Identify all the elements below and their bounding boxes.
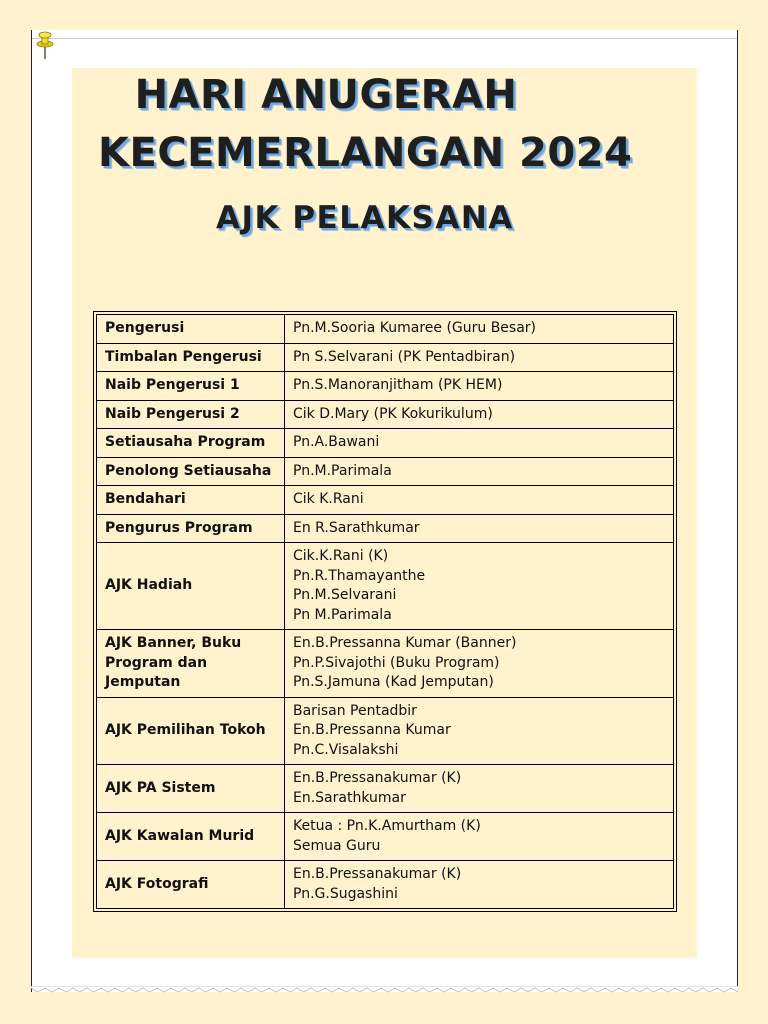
- member-name: Cik D.Mary (PK Kokurikulum): [293, 405, 493, 422]
- members-cell: [285, 372, 674, 401]
- title-line-1: HARI ANUGERAH: [134, 72, 518, 118]
- members-cell: [285, 429, 674, 458]
- role-cell: AJK Pemilihan Tokoh: [97, 697, 285, 765]
- subtitle: AJK PELAKSANA: [216, 200, 514, 236]
- table-row: [97, 697, 674, 765]
- members-cell: [285, 697, 674, 765]
- members-cell: [285, 486, 674, 515]
- role-cell: Pengerusi: [97, 315, 285, 344]
- table-row: [97, 315, 674, 344]
- table-row: [97, 514, 674, 543]
- table-row: [97, 372, 674, 401]
- member-name: Pn.M.Sooria Kumaree (Guru Besar): [293, 320, 537, 336]
- members-cell: [285, 813, 674, 861]
- member-name: En R.Sarathkumar: [293, 519, 420, 536]
- role-cell: Naib Pengerusi 1: [97, 372, 285, 401]
- member-name: Pn.A.Bawani: [293, 434, 380, 450]
- pushpin-icon: [34, 30, 56, 60]
- table-row: [97, 813, 674, 861]
- member-name: Cik.K.Rani (K): [293, 548, 389, 564]
- role-cell: Pengurus Program: [97, 514, 285, 543]
- role-cell: Setiausaha Program: [97, 429, 285, 458]
- member-name: Pn.S.Jamuna (Kad Jemputan): [293, 674, 494, 690]
- role-cell: AJK PA Sistem: [97, 765, 285, 813]
- member-name: Pn.G.Sugashini: [293, 885, 398, 902]
- member-name: Semua Guru: [293, 837, 381, 854]
- title-line-2: KECEMERLANGAN 2024: [98, 130, 633, 176]
- member-name: Pn M.Parimala: [293, 606, 392, 623]
- table-row: [97, 861, 674, 909]
- table-row: [97, 343, 674, 372]
- member-name: Ketua : Pn.K.Amurtham (K): [293, 818, 481, 834]
- role-cell: AJK Fotografi: [97, 861, 285, 909]
- member-name: Cik K.Rani: [293, 491, 364, 507]
- table-row: [97, 429, 674, 458]
- table-row: [97, 400, 674, 429]
- member-name: En.B.Pressanna Kumar: [293, 722, 451, 738]
- member-name: Pn.R.Thamayanthe: [293, 567, 426, 584]
- role-cell: AJK Kawalan Murid: [97, 813, 285, 861]
- committee-table-frame: [93, 311, 677, 912]
- members-cell: [285, 543, 674, 630]
- members-cell: [285, 457, 674, 486]
- torn-paper-edge: [31, 986, 738, 998]
- members-cell: [285, 315, 674, 344]
- member-name: Pn.M.Parimala: [293, 462, 392, 479]
- member-name: En.Sarathkumar: [293, 789, 406, 806]
- member-name: Pn S.Selvarani (PK Pentadbiran): [293, 348, 516, 365]
- members-cell: [285, 343, 674, 372]
- role-cell: Bendahari: [97, 486, 285, 515]
- table-row: [97, 630, 674, 698]
- table-row: [97, 765, 674, 813]
- paper-top-rule: [32, 38, 737, 39]
- committee-table: [96, 314, 674, 909]
- role-cell: Timbalan Pengerusi: [97, 343, 285, 372]
- role-cell: AJK Banner, Buku Program dan Jemputan: [97, 630, 285, 698]
- members-cell: [285, 630, 674, 698]
- members-cell: [285, 861, 674, 909]
- table-row: [97, 486, 674, 515]
- members-cell: [285, 765, 674, 813]
- table-row: [97, 543, 674, 630]
- member-name: En.B.Pressanna Kumar (Banner): [293, 635, 517, 651]
- members-cell: [285, 400, 674, 429]
- role-cell: Naib Pengerusi 2: [97, 400, 285, 429]
- role-cell: Penolong Setiausaha: [97, 457, 285, 486]
- member-name: Pn.P.Sivajothi (Buku Program): [293, 654, 500, 671]
- members-cell: [285, 514, 674, 543]
- role-cell: AJK Hadiah: [97, 543, 285, 630]
- table-row: [97, 457, 674, 486]
- member-name: Pn.C.Visalakshi: [293, 741, 399, 758]
- member-name: En.B.Pressanakumar (K): [293, 770, 462, 786]
- member-name: Barisan Pentadbir: [293, 702, 417, 719]
- member-name: En.B.Pressanakumar (K): [293, 866, 462, 882]
- member-name: Pn.M.Selvarani: [293, 587, 397, 603]
- member-name: Pn.S.Manoranjitham (PK HEM): [293, 377, 503, 393]
